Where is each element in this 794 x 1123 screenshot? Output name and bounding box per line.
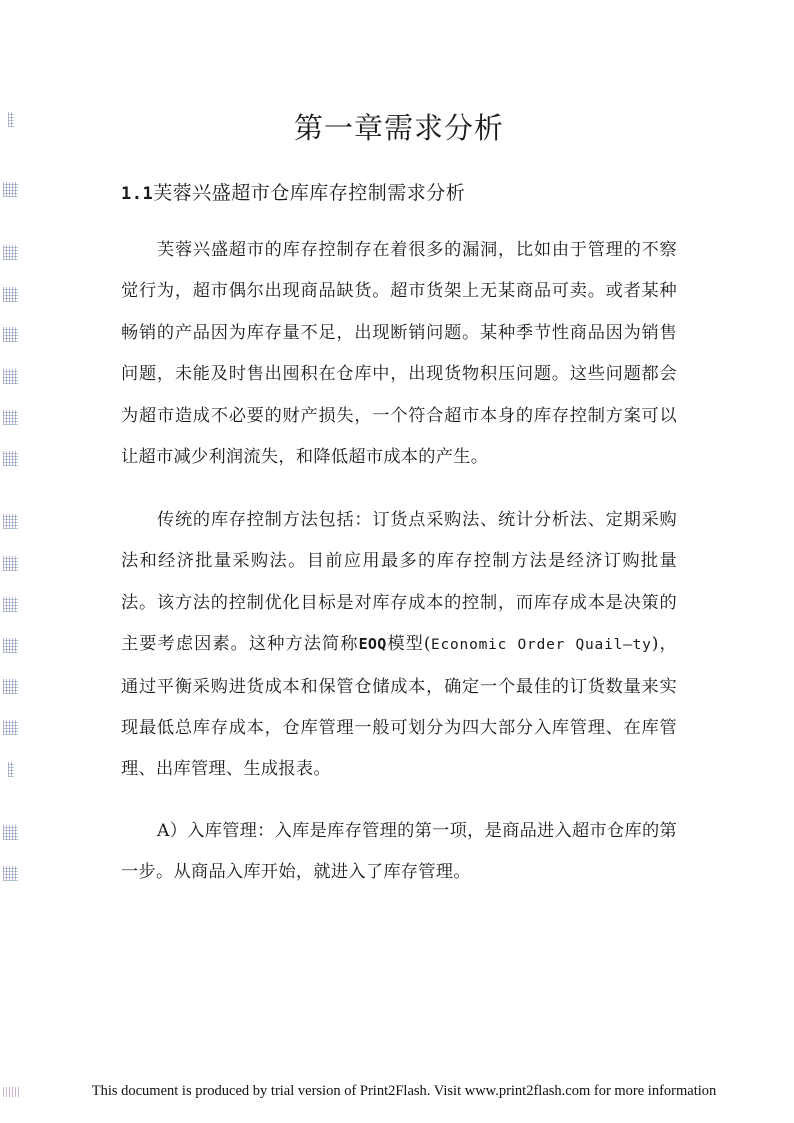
chapter-title: 第一章需求分析	[293, 111, 504, 145]
margin-mark	[8, 762, 14, 777]
margin-mark	[3, 451, 18, 466]
margin-mark	[3, 866, 18, 881]
margin-mark	[3, 825, 18, 840]
margin-mark	[3, 327, 18, 342]
trial-version-footer: This document is produced by trial version of Print2Flash. Visit www.print2flash.com for more information	[91, 1083, 717, 1099]
paragraph-control-methods	[121, 500, 677, 791]
margin-mark	[3, 245, 18, 260]
margin-mark	[3, 182, 18, 197]
margin-mark	[3, 514, 18, 529]
margin-mark	[3, 597, 18, 612]
margin-artifacts	[3, 0, 19, 1123]
paragraph-inbound-management: A）入库管理：入库是库存管理的第一项，是商品进入超市仓库的第一步。从商品入库开始，就进入了库存管理。	[121, 821, 677, 883]
eoq-full-name: Economic Order Quail—ty	[430, 637, 652, 654]
paragraph-inventory-issues: 芙蓉兴盛超市的库存控制存在着很多的漏洞，比如由于管理的不察觉行为，超市偶尔出现商品缺货。超市货架上无某商品可卖。或者某种畅销的产品因为库存量不足，出现断销问题。某种季节性商品因为销售问题，未能及时售出囤积在仓库中，出现货物积压问题。这些问题都会为超市造成不必要的财产损失，一个符合超市本身的库存控制方案可以让超市减少利润流失，和降低超市成本的产生。	[121, 240, 677, 468]
margin-mark	[3, 679, 18, 694]
margin-mark	[3, 556, 18, 571]
margin-mark	[3, 638, 18, 653]
section-title: 芙蓉兴盛超市仓库库存控制需求分析	[153, 182, 466, 204]
eoq-term: EOQ	[358, 635, 387, 654]
section-heading	[121, 178, 465, 205]
paragraph-text: 传统的库存控制方法包括：订货点采购法、统计分析法、定期采购法和经济批量采购法。目前应用最多的库存控制方法是经济订购批量法。该方法的控制优化目标是对库存成本的控制，而库存成本是决策的主要考虑因素。这种方法简称	[121, 510, 677, 655]
margin-mark	[3, 410, 18, 425]
paragraph-text: 模型(	[386, 634, 431, 655]
margin-mark	[3, 369, 18, 384]
margin-mark	[3, 287, 18, 302]
section-number: 1.1	[121, 184, 154, 204]
paragraph-text: )，通过平衡采购进货成本和保管仓储成本，确定一个最佳的订货数量来实现最低总库存成本，仓库管理一般可划分为四大部分入库管理、在库管理、出库管理、生成报表。	[121, 634, 678, 780]
margin-mark	[3, 720, 18, 735]
